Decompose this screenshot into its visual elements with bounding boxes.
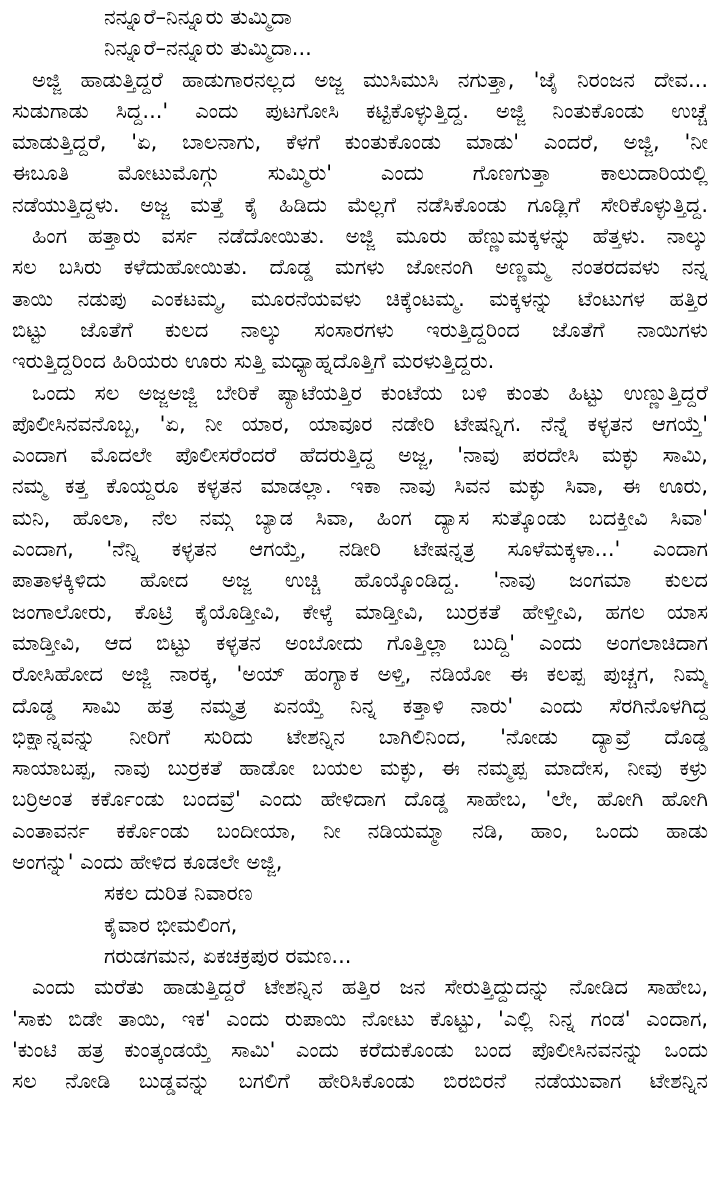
paragraph-line: ಮನಿ, ಹೊಲಾ, ನೆಲ ನಮ್ಗ ಬ್ಯಾಡ ಸಿವಾ, ಹಿಂಗ ದ್ಯಾಸ ಸುತ್ಕೊಂಡು ಬದಕ್ತೀವಿ ಸಿವಾ' bbox=[12, 505, 708, 530]
paragraph-line: ಮಾಡುತ್ತಿದ್ದರೆ, 'ಏ, ಬಾಲನಾಗು, ಕೆಳಗೆ ಕುಂತುಕೊಂಡು ಮಾಡು' ಎಂದರೆ, ಅಜ್ಜಿ, 'ನೀ bbox=[12, 130, 708, 155]
paragraph-line: ಅಂಗನ್ನು' ಎಂದು ಹೇಳಿದ ಕೂಡಲೇ ಅಜ್ಜಿ, bbox=[12, 850, 283, 875]
paragraph-line: ಅಜ್ಜಿ ಹಾಡುತ್ತಿದ್ದರೆ ಹಾಡುಗಾರನಲ್ಲದ ಅಜ್ಜ ಮುಸಿಮುಸಿ ನಗುತ್ತಾ, 'ಜೈ ನಿರಂಜನ ದೇವ... bbox=[32, 67, 708, 92]
paragraph-line: ಸುಡುಗಾಡು ಸಿದ್ದ...' ಎಂದು ಪುಟಗೋಸಿ ಕಟ್ಟಿಕೊಳ್ಳುತ್ತಿದ್ದ. ಅಜ್ಜಿ ನಿಂತುಕೊಂಡು ಉಚ್ಚೆ bbox=[12, 98, 708, 123]
paragraph-line: ನಮ್ಮ ಕತ್ತ ಕೊಯ್ದರೂ ಕಳ್ಳತನ ಮಾಡಲ್ಲಾ. ಇಕಾ ನಾವು ಸಿವನ ಮಕ್ಳು ಸಿವಾ, ಈ ಊರು, bbox=[12, 474, 708, 499]
paragraph-line: ಬರ್ರಿಅಂತ ಕರ್ಕೊಂಡು ಬಂದವ್ರೆ' ಎಂದು ಹೇಳಿದಾಗ ದೊಡ್ಡ ಸಾಹೇಬ, 'ಲೇ, ಹೋಗಿ ಹೋಗಿ bbox=[12, 787, 708, 812]
paragraph-line: ಎಂತಾವರ್ನ ಕರ್ಕೊಂಡು ಬಂದೀಯಾ, ನೀ ನಡಿಯಮ್ಮಾ ನಡಿ, ಹಾಂ, ಒಂದು ಹಾಡು bbox=[12, 818, 708, 843]
paragraph-line: ಈಬೂತಿ ಮೋಟುಮೊಗ್ಗು ಸುಮ್ಮಿರು' ಎಂದು ಗೊಣಗುತ್ತಾ ಕಾಲುದಾರಿಯಲ್ಲಿ bbox=[12, 161, 708, 186]
paragraph-line: ಎಂದಾಗ ಮೊದಲೇ ಪೊಲೀಸರೆಂದರೆ ಹೆದರುತ್ತಿದ್ದ ಅಜ್ಜ, 'ನಾವು ಪರದೇಸಿ ಮಕ್ಳು ಸಾಮಿ, bbox=[12, 443, 708, 468]
paragraph-line: ಭಿಕ್ಷಾನ್ನವನ್ನು ನೀರಿಗೆ ಸುರಿದು ಟೇಶನ್ನಿನ ಬಾಗಿಲಿನಿಂದ, 'ನೋಡು ದ್ಯಾವ್ರೆ ದೊಡ್ಡ bbox=[12, 724, 708, 749]
verse-line: ಕೈವಾರ ಭೀಮಲಿಂಗ, bbox=[104, 912, 238, 937]
paragraph-line: 'ಕುಂಟಿ ಹತ್ರ ಕುಂತ್ಕಂಡಯ್ತೆ ಸಾಮಿ' ಎಂದು ಕರೆದುಕೊಂಡು ಬಂದ ಪೊಲೀಸಿನವನನ್ನು ಒಂದು bbox=[12, 1037, 708, 1062]
paragraph-line: ಇರುತ್ತಿದ್ದರಿಂದ ಹಿರಿಯರು ಊರು ಸುತ್ತಿ ಮಧ್ಯಾಹ್ನದೊತ್ತಿಗೆ ಮರಳುತ್ತಿದ್ದರು. bbox=[12, 349, 495, 374]
paragraph-line: ಎಂದು ಮರೆತು ಹಾಡುತ್ತಿದ್ದರೆ ಟೇಶನ್ನಿನ ಹತ್ತಿರ ಜನ ಸೇರುತ್ತಿದ್ದುದನ್ನು ನೋಡಿದ ಸಾಹೇಬ, bbox=[32, 975, 708, 1000]
paragraph-line: ದೊಡ್ಡ ಸಾಮಿ ಹತ್ರ ನಮ್ಮತ್ರ ಏನಯ್ತೆ ನಿನ್ನ ಕತ್ತಾಳಿ ನಾರು' ಎಂದು ಸೆರಗಿನೊಳಗಿದ್ದ bbox=[12, 693, 708, 718]
paragraph-line: ಎಂದಾಗ, 'ನೆನ್ನಿ ಕಳ್ಳತನ ಆಗಯ್ತೆ, ನಡೀರಿ ಟೇಷನ್ನತ್ರ ಸೂಳೆಮಕ್ಕಳಾ...' ಎಂದಾಗ bbox=[12, 537, 708, 562]
paragraph-line: ಪೊಲೀಸಿನವನೊಬ್ಬ, 'ಏ, ನೀ ಯಾರ, ಯಾವೂರ ನಡೇರಿ ಟೇಷನ್ನಿಗ. ನೆನ್ನೆ ಕಳ್ಳತನ ಆಗಯ್ತೆ' bbox=[12, 411, 708, 436]
paragraph-line: ಸಾಯಾಬಪ್ಪ, ನಾವು ಬುರ್ರಕತೆ ಹಾಡೋ ಬಯಲ ಮಕ್ಳು, ಈ ನಮ್ಮಪ್ಪ ಮಾದೇಸ, ನೀವು ಕಳ್ರು bbox=[12, 756, 708, 781]
paragraph-line: ನಡೆಯುತ್ತಿದ್ದಳು. ಅಜ್ಜ ಮತ್ತೆ ಕೈ ಹಿಡಿದು ಮೆಲ್ಲಗೆ ನಡೆಸಿಕೊಂಡು ಗೂಡ್ಲಿಗೆ ಸೇರಿಕೊಳ್ಳುತ್ತಿದ್ದ. bbox=[12, 192, 708, 217]
paragraph-line: ಪಾತಾಳಕ್ಕಿಳಿದು ಹೋದ ಅಜ್ಜ ಉಚ್ಚಿ ಹೊಯ್ಕೊಂಡಿದ್ದ. 'ನಾವು ಜಂಗಮಾ ಕುಲದ bbox=[12, 568, 708, 593]
paragraph-line: ಸಲ ನೋಡಿ ಬುಡ್ಡವನ್ನು ಬಗಲಿಗೆ ಹೇರಿಸಿಕೊಂಡು ಬಿರಬಿರನೆ ನಡೆಯುವಾಗ ಟೇಶನ್ನಿನ bbox=[12, 1069, 708, 1094]
paragraph-line: ಒಂದು ಸಲ ಅಜ್ಜಅಜ್ಜಿ ಬೇರಿಕೆ ಪ್ಯಾಟೆಯತ್ತಿರ ಕುಂಟೆಯ ಬಳಿ ಕುಂತು ಹಿಟ್ಟು ಉಣ್ಣುತ್ತಿದ್ದರೆ bbox=[32, 380, 708, 405]
paragraph-line: ಮಾಡ್ತೀವಿ, ಆದ ಬಿಟ್ಟು ಕಳ್ಳತನ ಅಂಬೋದು ಗೊತ್ತಿಲ್ಲಾ ಬುದ್ದಿ' ಎಂದು ಅಂಗಲಾಚಿದಾಗ bbox=[12, 630, 708, 655]
paragraph-line: ಸಲ ಬಸಿರು ಕಳೆದುಹೋಯಿತು. ದೊಡ್ಡ ಮಗಳು ಜೋನಂಗಿ ಅಣ್ಣಮ್ಮ ನಂತರದವಳು ನನ್ನ bbox=[12, 255, 708, 280]
verse-line: ಗರುಡಗಮನ, ಏಕಚಕ್ರಪುರ ರಮಣ... bbox=[104, 943, 352, 968]
paragraph-line: ಹಿಂಗ ಹತ್ತಾರು ವರ್ಸ ನಡೆದೋಯಿತು. ಅಜ್ಜಿ ಮೂರು ಹೆಣ್ಣುಮಕ್ಕಳನ್ನು ಹೆತ್ತಳು. ನಾಲ್ಕು bbox=[32, 224, 708, 249]
paragraph-line: 'ಸಾಕು ಬಿಡೇ ತಾಯಿ, ಇಕ' ಎಂದು ರುಪಾಯಿ ನೋಟು ಕೊಟ್ಟು, 'ಎಲ್ಲಿ ನಿನ್ನ ಗಂಡ' ಎಂದಾಗ, bbox=[12, 1006, 708, 1031]
paragraph-line: ಬಿಟ್ಟು ಜೊತೆಗೆ ಕುಲದ ನಾಲ್ಕು ಸಂಸಾರಗಳು ಇರುತ್ತಿದ್ದರಿಂದ ಜೊತೆಗೆ ನಾಯಿಗಳು bbox=[12, 317, 708, 342]
paragraph-line: ರೋಸಿಹೋದ ಅಜ್ಜಿ ನಾರಕ್ಕ, 'ಅಯ್ ಹಂಗ್ಯಾಕ ಅಳ್ತಿ, ನಡಿಯೋ ಈ ಕಲಪ್ಪ ಪುಚ್ಚಗ, ನಿಮ್ಮ bbox=[12, 662, 708, 687]
paragraph-line: ತಾಯಿ ನಡುಪು ಎಂಕಟಮ್ಮ, ಮೂರನೆಯವಳು ಚಿಕ್ಕೆಂಟಮ್ಮ. ಮಕ್ಕಳನ್ನು ಟೆಂಟುಗಳ ಹತ್ತಿರ bbox=[12, 286, 708, 311]
verse-line: ನಿನ್ನೂರೆ–ನನ್ನೂರು ತುಮ್ಮಿದಾ... bbox=[104, 36, 312, 61]
paragraph-line: ಜಂಗಾಲೋರು, ಕೊಟ್ರಿ ಕೈಯೊಡ್ತೀವಿ, ಕೇಳ್ಕೆ ಮಾಡ್ತೀವಿ, ಬುರ್ರಕತೆ ಹೇಳ್ತೀವಿ, ಹಗಲ ಯಾಸ bbox=[12, 599, 708, 624]
verse-line: ನನ್ನೂರೆ–ನಿನ್ನೂರು ತುಮ್ಮಿದಾ bbox=[104, 5, 292, 29]
verse-line: ಸಕಲ ದುರಿತ ನಿವಾರಣ bbox=[104, 881, 253, 906]
